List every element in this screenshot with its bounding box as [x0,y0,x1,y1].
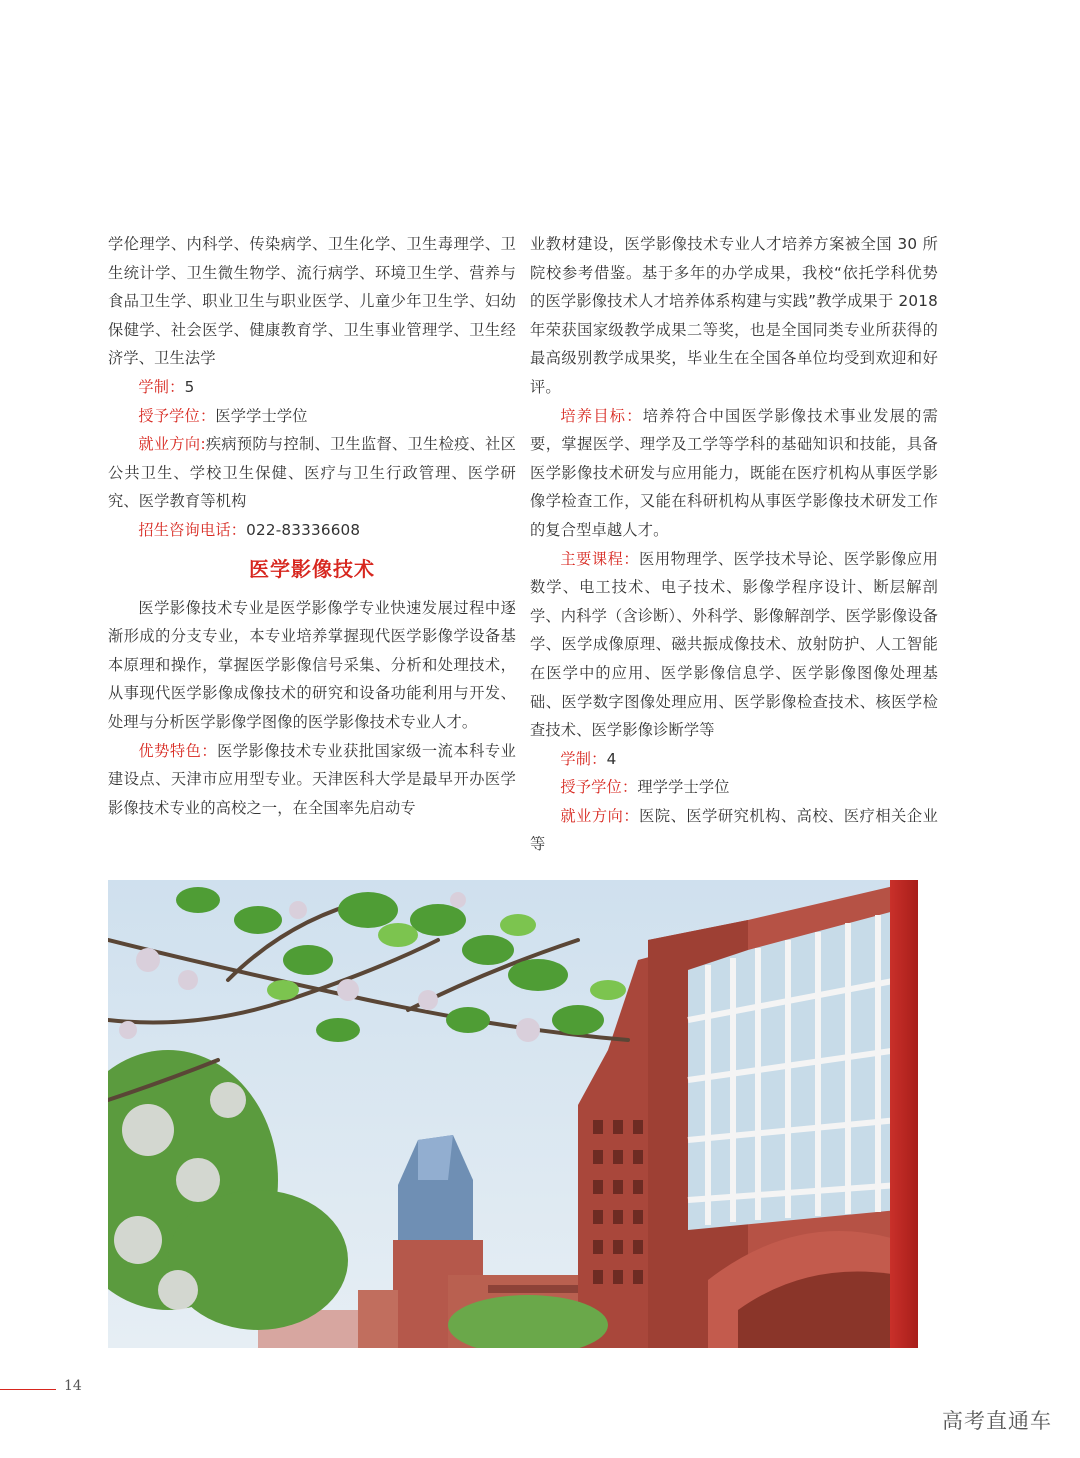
goal-label: 培养目标： [560,406,643,425]
page-number: 14 [64,1378,82,1394]
degree-value-2: 理学学士学位 [637,778,730,797]
goal-value: 培养符合中国医学影像技术事业发展的需要，掌握医学、理学及工学等学科的基础知识和技能，具备医学影像技术研发与应用能力，既能在医疗机构从事医学影像学检查工作，又能在科研机构从事医学影像技术研发工作的复合型卓越人才。 [530,406,938,539]
advantage-value: 医学影像技术专业获批国家级一流本科专业建设点、天津市应用型专业。天津医科大学是最早开办医学影像技术专业的高校之一，在全国率先启动专 [108,741,516,817]
phone-label: 招生咨询电话： [138,520,247,539]
employment-label-2: 就业方向： [560,806,640,825]
program-intro: 医学影像技术专业是医学影像学专业快速发展过程中逐渐形成的分支专业，本专业培养掌握现代医学影像学设备基本原理和操作，掌握医学影像信号采集、分析和处理技术，从事现代医学影像成像技术的研究和设备功能利用与开发、处理与分析医学影像学图像的医学影像技术专业人才。 [108,598,516,731]
employment-value-2: 医院、医学研究机构、高校、医疗相关企业等 [530,806,938,854]
goal-line [530,402,938,545]
advantage-label: 优势特色： [138,741,218,760]
advantage-line [108,737,516,823]
section-title: 医学影像技术 [249,556,375,581]
duration-line [108,373,516,402]
phone-line [108,516,516,545]
phone-value: 022-83336608 [246,520,361,539]
duration-value: 5 [184,377,195,396]
advantage-continued: 业教材建设，医学影像技术专业人才培养方案被全国 30 所院校参考借鉴。基于多年的办学成果，我校“依托学科优势的医学影像技术人才培养体系构建与实践”教学成果于 2018 年荣获国家级教学成果二等奖，也是全国同类专业所获得的最高级别教学成果奖，毕业生在全国各单位均受到欢迎和好评。 [530,235,938,396]
duration-label: 学制： [138,377,185,396]
employment-label: 就业方向: [138,435,206,454]
employment-line-2 [530,802,938,859]
degree-line-2 [530,773,938,802]
courses-label: 主要课程： [560,549,640,568]
duration-line-2 [530,745,938,774]
duration-label-2: 学制： [560,749,607,768]
degree-line [108,402,516,431]
left-column [108,230,516,822]
employment-value: 疾病预防与控制、卫生监督、卫生检疫、社区公共卫生、学校卫生保健、医疗与卫生行政管理、医学研究、医学教育等机构 [108,435,517,511]
watermark-text: 高考直通车 [942,1409,1052,1433]
degree-label-2: 授予学位： [560,778,638,797]
right-column [530,230,938,859]
degree-value: 医学学士学位 [215,406,308,425]
degree-label: 授予学位： [138,406,216,425]
employment-line [108,430,516,516]
courses-line [530,545,938,745]
curriculum-continuation: 学伦理学、内科学、传染病学、卫生化学、卫生毒理学、卫生统计学、卫生微生物学、流行病学、环境卫生学、营养与食品卫生学、职业卫生与职业医学、儿童少年卫生学、妇幼保健学、社会医学、健康教育学、卫生事业管理学、卫生经济学、卫生法学 [108,235,516,368]
page-number-rule [0,1389,56,1390]
duration-value-2: 4 [606,749,617,768]
courses-value: 医用物理学、医学技术导论、医学影像应用数学、电工技术、电子技术、影像学程序设计、断层解剖学、内科学（含诊断）、外科学、影像解剖学、医学影像设备学、医学成像原理、磁共振成像技术、放射防护、人工智能在医学中的应用、医学影像信息学、医学影像图像处理基础、医学数字图像处理应用、医学影像检查技术、核医学检查技术、医学影像诊断学等 [530,549,938,740]
campus-photo [108,880,918,1348]
